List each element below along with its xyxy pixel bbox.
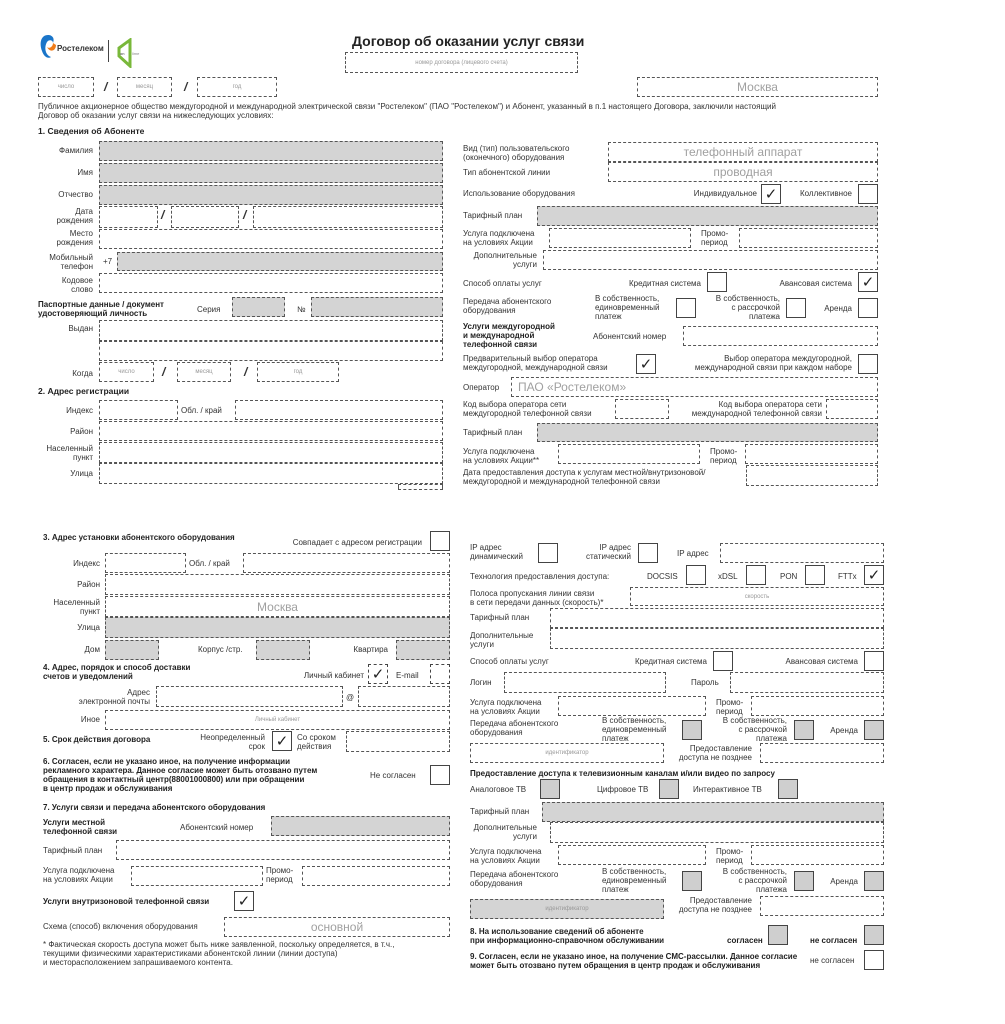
internet-ip-static-label: IP адрес статический: [585, 543, 631, 561]
other-delivery-field[interactable]: [105, 710, 450, 730]
phone-code-intl-label: Код выбора оператора сети международной телефонной связи: [691, 400, 822, 418]
s7-scheme-label: Схема (способ) включения оборудования: [43, 922, 198, 931]
s5-indefinite-label: Неопределенный срок: [200, 733, 265, 751]
internet-docsis-label: DOCSIS: [647, 572, 678, 581]
phone-equipment-type-label: Вид (тип) пользовательского (оконечного) оборудования: [463, 144, 570, 162]
tv-own-install-label: В собственность, с рассрочкой платежа: [722, 867, 787, 894]
s7-tariff-label: Тарифный план: [43, 846, 103, 855]
s4-at-label: @: [346, 693, 355, 702]
section-5-heading: 5. Срок действия договора: [43, 735, 151, 744]
reg-index-field[interactable]: [99, 400, 178, 420]
internet-extra-label: Дополнительные услуги: [470, 631, 534, 649]
patronymic-field[interactable]: [99, 185, 443, 205]
issued-day-field[interactable]: [99, 362, 154, 382]
date-separator: /: [162, 365, 166, 379]
line-type-field[interactable]: [608, 162, 878, 182]
rostelecom-logo-icon: [38, 33, 58, 61]
tv-access-by-label: Предоставление доступа не позднее: [678, 896, 752, 914]
operator-field[interactable]: [511, 377, 878, 397]
inet-promo-period-field[interactable]: [751, 696, 884, 716]
tv-transfer-label: Передача абонентского оборудования: [470, 870, 559, 888]
s1-code-word-label: Кодовое слово: [61, 276, 93, 294]
internet-promo-period-label: Промо- период: [716, 698, 744, 716]
phone-credit-label: Кредитная система: [628, 279, 701, 288]
issued-month-field[interactable]: [177, 362, 231, 382]
section-4-heading: 4. Адрес, порядок и способ доставки счетов и уведомлений: [43, 663, 191, 681]
internet-advance-label: Авансовая система: [785, 657, 858, 666]
phone-prefix: +7: [103, 257, 113, 266]
internet-own-install-label: В собственность, с рассрочкой платежа: [722, 716, 787, 743]
tv-promo-service-label: Услуга подключена на условиях Акции: [470, 847, 542, 865]
tv-tariff-label: Тарифный план: [470, 807, 530, 816]
tv-promo-field[interactable]: [558, 845, 706, 865]
contract-number-field-placeholder: номер договора (лицевого счета): [415, 59, 508, 66]
date-month-field-placeholder: месяц: [135, 84, 154, 90]
birth-place-field[interactable]: [99, 229, 443, 249]
issued-month-field-placeholder: месяц: [195, 369, 213, 375]
tv-rent-checkbox[interactable]: [864, 871, 884, 891]
fttx-checkbox[interactable]: [864, 565, 884, 585]
s1-number-label: №: [297, 305, 306, 314]
issued-by-field-2[interactable]: [99, 341, 443, 361]
checkmark-icon: ✓: [371, 666, 385, 683]
phone-transfer-label: Передача абонентского оборудования: [463, 297, 552, 315]
passport-series-field[interactable]: [232, 297, 285, 317]
checkmark-icon: ✓: [275, 733, 289, 750]
s2-street-label: Улица: [70, 469, 93, 478]
logo-divider: [108, 40, 109, 62]
phone-individual-label: Индивидуальное: [693, 189, 757, 198]
internet-tariff-label: Тарифный план: [470, 613, 530, 622]
city-field[interactable]: [637, 77, 878, 97]
internet-login-label: Логин: [470, 678, 492, 687]
term-field[interactable]: [346, 731, 450, 752]
phone-promo-field[interactable]: [549, 228, 691, 248]
issued-year-field[interactable]: [257, 362, 339, 382]
city-field-placeholder: Москва: [737, 80, 778, 94]
s5-fixed-label: Со сроком действия: [297, 733, 336, 751]
s3-street-label: Улица: [77, 623, 100, 632]
s7-local-label: Услуги местной телефонной связи: [43, 818, 118, 836]
date-separator: /: [161, 208, 165, 222]
inst-locality-field[interactable]: [105, 596, 450, 617]
internet-promo-service-label: Услуга подключена на условиях Акции: [470, 698, 542, 716]
checkmark-icon: ✓: [867, 567, 881, 584]
internet-technology-label: Технология предоставления доступа:: [470, 572, 610, 581]
reg-district-field[interactable]: [99, 421, 443, 441]
phone-extra-field[interactable]: [543, 250, 878, 270]
internet-credit-label: Кредитная система: [634, 657, 707, 666]
tv-interactive-checkbox[interactable]: [778, 779, 798, 799]
tv-extra-label: Дополнительные услуги: [473, 823, 537, 841]
xdsl-checkbox[interactable]: [746, 565, 766, 585]
birth-month-field[interactable]: [171, 206, 239, 228]
inet-advance-checkbox[interactable]: [864, 651, 884, 671]
birth-day-field[interactable]: [99, 206, 158, 228]
phone-promo-service2-label: Услуга подключена на условиях Акции**: [463, 447, 540, 465]
phone-code-ld-label: Код выбора оператора сети междугородной телефонной связи: [463, 400, 592, 418]
s9-disagree-checkbox[interactable]: [864, 950, 884, 970]
reg-extra-field[interactable]: [398, 484, 443, 490]
inst-index-field[interactable]: [105, 553, 186, 573]
s8-disagree-checkbox[interactable]: [864, 925, 884, 945]
s3-district-label: Район: [77, 580, 100, 589]
inet-rent-checkbox[interactable]: [864, 720, 884, 740]
phone-per-dial-label: Выбор оператора междугородной, международной связи при каждом наборе: [694, 354, 852, 372]
s6-disagree-label: Не согласен: [370, 771, 416, 780]
date-day-field-placeholder: число: [57, 84, 75, 90]
tv-analog-checkbox[interactable]: [540, 779, 560, 799]
phone-advance-checkbox[interactable]: [858, 272, 878, 292]
intro-text: Публичное акционерное общество междугородной и международной электрической связи "Ростелеком" (ПАО "Ростелеком") и Абонент, указанный в п.1 настоящего Договора, заключили настоящий: [38, 102, 776, 111]
internet-payment-label: Способ оплаты услуг: [470, 657, 549, 666]
tv-interactive-label: Интерактивное ТВ: [693, 785, 762, 794]
inet-access-by-field[interactable]: [760, 743, 884, 763]
password-field[interactable]: [730, 672, 884, 693]
s4-email-address-label: Адрес электронной почты: [78, 688, 150, 706]
local-promo-field[interactable]: [131, 866, 263, 886]
onlime-logo-icon: [116, 38, 150, 68]
ip-address-field[interactable]: [720, 543, 884, 563]
internet-ip-label: IP адрес: [677, 549, 709, 558]
issued-by-field[interactable]: [99, 320, 443, 341]
reg-locality-field[interactable]: [99, 442, 443, 463]
section-3-heading: 3. Адрес установки абонентского оборудования: [43, 533, 235, 542]
operator-field-placeholder: ПАО «Ростелеком»: [518, 380, 627, 394]
scheme-field[interactable]: [224, 917, 450, 937]
tv-promo-period-field[interactable]: [751, 845, 884, 865]
s8-disagree-label: не согласен: [810, 936, 858, 945]
phone-promo-service-label: Услуга подключена на условиях Акции: [463, 229, 535, 247]
phone-promo-period-field[interactable]: [739, 228, 878, 248]
date-separator: /: [104, 80, 108, 94]
internet-own-once-label: В собственность, единовременный платеж: [602, 716, 667, 743]
checkmark-icon: ✓: [764, 186, 778, 203]
phone-promo-period2-label: Промо- период: [710, 447, 738, 465]
svg-text:on: on: [120, 51, 125, 56]
intro-text-2: Договор об оказании услуг связи на нижеследующих условиях:: [38, 111, 274, 120]
phone-promo-period-label: Промо- период: [701, 229, 729, 247]
tv-rent-label: Аренда: [830, 877, 858, 886]
s3-region-label: Обл. / край: [189, 559, 230, 568]
s4-other-label: Иное: [80, 715, 100, 724]
s1-surname-label: Фамилия: [59, 146, 93, 155]
internet-fttx-label: FTTx: [838, 572, 857, 581]
inst-district-field[interactable]: [105, 574, 450, 595]
inst-street-field[interactable]: [105, 617, 450, 638]
date-separator: /: [184, 80, 188, 94]
section-9-text: 9. Согласен, если не указано иное, на получение СМС-рассылки. Данное согласие может быть отозвано путем обращения в центр продаж и обслуживания: [470, 952, 798, 970]
ip-static-checkbox[interactable]: [638, 543, 658, 563]
phone-collective-label: Коллективное: [799, 189, 852, 198]
svg-text:lime: lime: [132, 51, 140, 56]
bandwidth-field[interactable]: [630, 587, 884, 606]
tv-tariff-field[interactable]: [542, 802, 884, 822]
internet-access-by-label: Предоставление доступа не позднее: [678, 744, 752, 762]
s9-disagree-label: не согласен: [810, 956, 855, 965]
date-separator: /: [244, 365, 248, 379]
page-title: Договор об оказании услуг связи: [352, 33, 585, 49]
birth-year-field[interactable]: [253, 206, 443, 228]
s7-promo-period-label: Промо- период: [266, 866, 294, 884]
issued-day-field-placeholder: число: [118, 369, 135, 375]
phone-tariff-label: Тарифный план: [463, 211, 523, 220]
s4-cabinet-label: Личный кабинет: [303, 671, 364, 680]
s1-series-label: Серия: [197, 305, 221, 314]
bandwidth-field-placeholder: скорость: [744, 593, 770, 600]
inet-tariff-field[interactable]: [550, 608, 884, 628]
s7-promo-service-label: Услуга подключена на условиях Акции: [43, 866, 115, 884]
phone-extra-label: Дополнительные услуги: [473, 251, 537, 269]
phone-access-date-field[interactable]: [746, 465, 878, 486]
date-year-field[interactable]: [197, 77, 277, 97]
date-day-field[interactable]: [38, 77, 94, 97]
collective-checkbox[interactable]: [858, 184, 878, 204]
s3-same-as-reg-label: Совпадает с адресом регистрации: [292, 538, 422, 547]
reg-street-field[interactable]: [99, 463, 443, 484]
phone-promo-2-field[interactable]: [558, 444, 700, 464]
phone-tariff2-label: Тарифный план: [463, 428, 523, 437]
s1-birth-place-label: Место рождения: [56, 229, 93, 247]
internet-xdsl-label: xDSL: [718, 572, 738, 581]
tv-analog-label: Аналоговое ТВ: [470, 785, 527, 794]
logo-text: Ростелеком: [57, 44, 104, 53]
s7-subscriber-number-label: Абонентский номер: [180, 823, 254, 832]
internet-bandwidth-label: Полоса пропускания линии связи в сети передачи данных (скорость)*: [470, 589, 604, 607]
phone-access-date-label: Дата предоставления доступа к услугам местной/внутризоновой/ междугородной и международной телефонной связи: [463, 468, 706, 486]
pon-checkbox[interactable]: [805, 565, 825, 585]
contract-number-field[interactable]: [345, 52, 578, 73]
phone-operator-label: Оператор: [463, 383, 500, 392]
docsis-checkbox[interactable]: [686, 565, 706, 585]
tv-access-by-field[interactable]: [760, 896, 884, 916]
local-promo-period-field[interactable]: [302, 866, 450, 886]
date-month-field[interactable]: [117, 77, 172, 97]
surname-field[interactable]: [99, 141, 443, 161]
s1-passport-label: Паспортные данные / документ удостоверяющий личность: [38, 300, 164, 318]
s8-agree-checkbox[interactable]: [768, 925, 788, 945]
s8-agree-label: согласен: [727, 936, 763, 945]
cabinet-checkbox[interactable]: [368, 664, 388, 684]
checkmark-icon: ✓: [237, 893, 251, 910]
section-1-heading: 1. Сведения об Абоненте: [38, 126, 145, 136]
footnote: * Фактическая скорость доступа может быть ниже заявленной, поскольку определяется, в т.ч., текущими физическими характеристиками абонентской линии (линии доступа) и месторасположением запрашиваемого контента.: [43, 940, 395, 967]
s3-apartment-label: Квартира: [353, 645, 388, 654]
phone-tariff-2-field[interactable]: [537, 423, 878, 442]
phone-preselect-label: Предварительный выбор оператора междугородной, международной связи: [463, 354, 608, 372]
s1-name-label: Имя: [77, 168, 93, 177]
s1-issued-when-label: Когда: [72, 369, 93, 378]
s3-house-label: Дом: [84, 645, 100, 654]
equipment-type-field-placeholder: телефонный аппарат: [683, 145, 803, 159]
per-dial-checkbox[interactable]: [858, 354, 878, 374]
reg-region-field[interactable]: [235, 400, 443, 420]
s7-intrazone-label: Услуги внутризоновой телефонной связи: [43, 897, 210, 906]
s3-locality-label: Населенный пункт: [53, 598, 100, 616]
inet-identifier-field-placeholder: идентификатор: [545, 750, 589, 756]
phone-advance-label: Авансовая система: [779, 279, 852, 288]
phone-equipment-use-label: Использование оборудования: [463, 189, 575, 198]
internet-rent-label: Аренда: [830, 726, 858, 735]
logo-rostelecom: [38, 33, 108, 63]
tv-promo-period-label: Промо- период: [716, 847, 744, 865]
internet-transfer-label: Передача абонентского оборудования: [470, 719, 559, 737]
s1-birth-date-label: Дата рождения: [56, 207, 93, 225]
section-6-text: 6. Согласен, если не указано иное, на получение информации рекламного характера. Данное согласие может быть отозвано путем обращения в контактный центр(88001000800) или при обращении в центр продаж и обслуживания: [43, 757, 318, 793]
section-7-heading: 7. Услуги связи и передача абонентского оборудования: [43, 803, 266, 812]
checkmark-icon: ✓: [861, 274, 875, 291]
inet-extra-field[interactable]: [550, 628, 884, 649]
ads-disagree-checkbox[interactable]: [430, 765, 450, 785]
phone-line-type-label: Тип абонентской линии: [463, 168, 551, 177]
phone-promo-period-2-field[interactable]: [745, 444, 878, 464]
name-field[interactable]: [99, 163, 443, 183]
phone-rent-checkbox[interactable]: [858, 298, 878, 318]
tv-heading: Предоставление доступа к телевизионным каналам и/или видео по запросу: [470, 769, 775, 778]
internet-pon-label: PON: [780, 572, 798, 581]
checkmark-icon: ✓: [639, 356, 653, 373]
s1-mobile-label: Мобильный телефон: [49, 253, 93, 271]
s4-email-label: E-mail: [396, 671, 419, 680]
email-checkbox[interactable]: [430, 664, 450, 684]
internet-password-label: Пароль: [691, 678, 719, 687]
tv-digital-checkbox[interactable]: [659, 779, 679, 799]
phone-own-once-label: В собственность, единовременный платеж: [595, 294, 660, 321]
section-8-text: 8. На использование сведений об абоненте при информационно-справочном обслуживании: [470, 927, 665, 945]
tv-own-once-label: В собственность, единовременный платеж: [602, 867, 667, 894]
s2-index-label: Индекс: [66, 406, 93, 415]
phone-rent-label: Аренда: [824, 304, 852, 313]
phone-subscriber-number-label: Абонентский номер: [593, 332, 667, 341]
email-domain-field[interactable]: [358, 686, 450, 707]
phone-tariff-field[interactable]: [537, 206, 878, 226]
s2-region-label: Обл. / край: [181, 406, 222, 415]
tv-extra-field[interactable]: [550, 822, 884, 843]
ld-subscriber-number-field[interactable]: [683, 326, 878, 346]
code-word-field[interactable]: [99, 273, 443, 293]
equipment-type-field[interactable]: [608, 142, 878, 162]
tv-digital-label: Цифровое ТВ: [597, 785, 649, 794]
date-year-field-placeholder: год: [232, 84, 242, 90]
tv-identifier-field-placeholder: идентификатор: [545, 906, 589, 912]
phone-payment-label: Способ оплаты услуг: [463, 279, 542, 288]
s2-locality-label: Населенный пункт: [46, 444, 93, 462]
inst-locality-field-placeholder: Москва: [257, 599, 298, 614]
phone-own-install-label: В собственность, с рассрочкой платежа: [715, 294, 780, 321]
indefinite-checkbox[interactable]: [272, 731, 292, 751]
inet-promo-field[interactable]: [558, 696, 706, 716]
s2-district-label: Район: [70, 427, 93, 436]
email-address-field[interactable]: [156, 686, 343, 707]
issued-year-field-placeholder: год: [293, 369, 303, 375]
local-tariff-field[interactable]: [116, 840, 450, 860]
section-2-heading: 2. Адрес регистрации: [38, 386, 130, 396]
date-separator: /: [243, 208, 247, 222]
other-delivery-field-placeholder: Личный кабинет: [254, 717, 301, 723]
scheme-field-placeholder: основной: [310, 920, 364, 934]
code-intl-field[interactable]: [826, 399, 878, 419]
phone-long-distance-label: Услуги междугородной и международной телефонной связи: [463, 322, 555, 349]
s1-patronymic-label: Отчество: [58, 190, 93, 199]
intrazone-checkbox[interactable]: [234, 891, 254, 911]
s1-issued-by-label: Выдан: [68, 324, 93, 333]
internet-ip-dynamic-label: IP адрес динамический: [470, 543, 524, 561]
passport-number-field[interactable]: [311, 297, 443, 317]
s3-index-label: Индекс: [73, 559, 100, 568]
login-field[interactable]: [504, 672, 666, 693]
line-type-field-placeholder: проводная: [713, 165, 773, 179]
s3-building-label: Корпус /стр.: [198, 645, 243, 654]
